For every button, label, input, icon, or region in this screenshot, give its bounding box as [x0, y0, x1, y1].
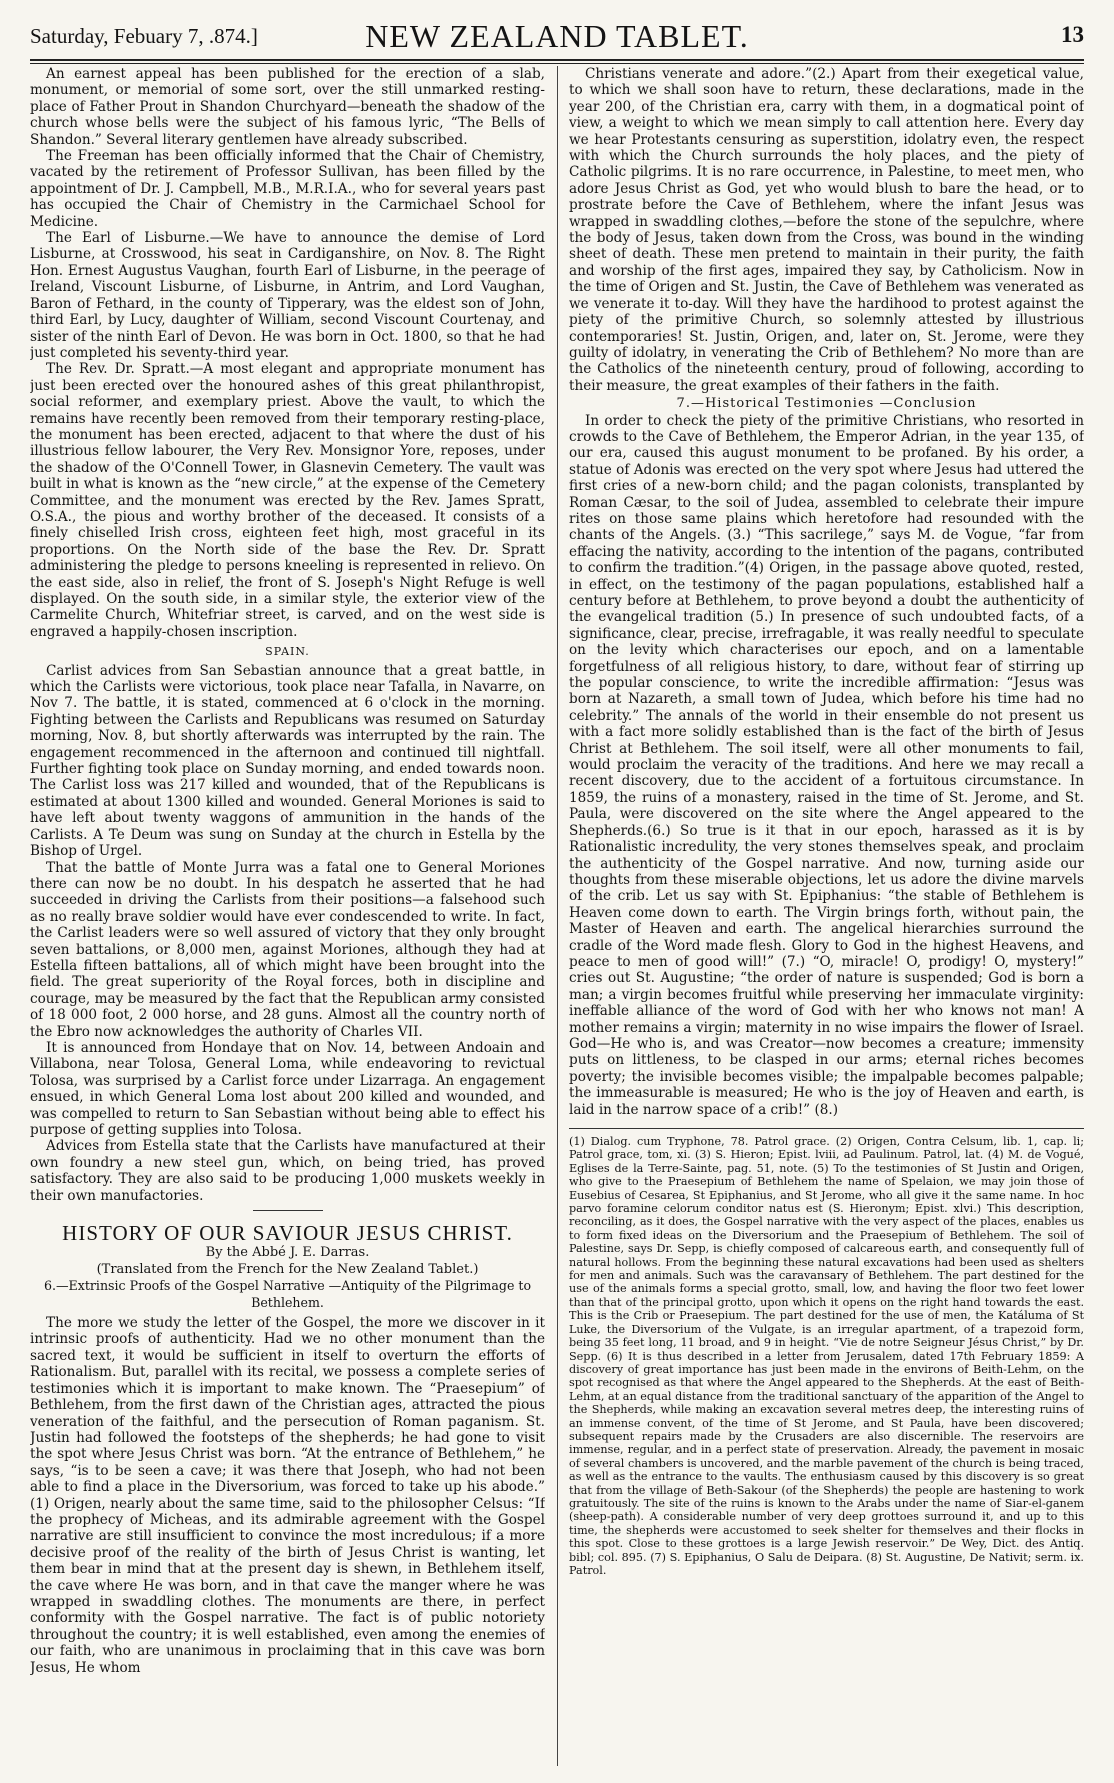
history-byline: By the Abbé J. E. Darras.: [205, 1245, 370, 1261]
newspaper-title: NEW ZEALAND TABLET.: [365, 18, 749, 54]
historical-testimonies-heading: 7.—Historical Testimonies —Conclusion: [676, 396, 977, 412]
section-spain-heading: SPAIN.: [265, 645, 310, 659]
history-translated-note: (Translated from the French for the New Zealand Tablet.): [96, 1261, 479, 1277]
masthead: [30, 18, 1084, 58]
footnotes: [569, 1135, 1084, 1577]
masthead-rule-thin: [30, 63, 1084, 64]
historical-testimonies-paragraph: In order to check the piety of the primitive Christians, who resorted in crowds to the Cave of Bethlehem, the Emperor Adrian, in the year 135, of our era, caused this august monument to be profaned. By his order, a statue of Adonis was erected on the very spot where Jesus had uttered the first cries of a new-born child; and the pagan colonists, transplanted by Roman Cæsar, to the soil of Judea, assembled to celebrate their impure rites on those same plains which heretofore had resounded with the chants of the Angels. (3.) “This sacrilege,” says M. de Vogue, “far from effacing the nativity, according to the intention of the pagans, contributed to confirm the tradition.”(4) Origen, in the passage above quoted, rested, in effect, on the testimony of the pagan populations, established half a century before at Bethlehem, to prove beyond a doubt the authenticity of the evangelical tradition (5.) In presence of such undoubted facts, of a significance, clear, precise, irrefragable, it was really needful to speculate on the levity which characterises our epoch, and on a lamentable forgetfulness of all religious history, to dare, without fear of stirring up the popular conscience, to write the incredible affirmation: “Jesus was born at Nazareth, a small town of Judea, which before his time had no celebrity.” The annals of the world in their ensemble do not present us with a fact more solidly established than is the fact of the birth of Jesus Christ at Bethlehem. The soil itself, were all other monuments to fail, would proclaim the veracity of the traditions. And here we may recall a recent discovery, due to the accident of a fortuitous circumstance. In 1859, the ruins of a monastery, raised in the time of St. Jerome, and St. Paula, were discovered on the site where the Angel appeared to the Shepherds.(6.) So true is it that in our epoch, harassed as it is by Rationalistic incredulity, the very stones themselves speak, and proclaim the authenticity of the Gospel narrative. And now, turning aside our thoughts from these miserable objections, let us adore the divine marvels of the crib. Let us say with St. Epiphanius: “the stable of Bethlehem is Heaven come down to earth. The Virgin brings forth, without pain, the Master of Heaven and earth. The angelical hierarchies surround the cradle of the Word made flesh. Glory to God in the highest Heavens, and peace to men of good will!” (7.) “O, miracle! O, prodigy! O, mystery!” cries out St. Augustine; “the order of nature is suspended; God is born a man; a virgin becomes fruitful while preserving her immaculate virginity: ineffable alliance of the word of God with her who knows not man! A mother remains a virgin; maternity in no wise impairs the flower of Israel. God—He who is, and was Creator—now becomes a creature; immensity puts on littleness, to be clasped in our arms; eternal riches becomes poverty; the invisible becomes visible; the impalpable becomes palpable; the immeasurable is measured; He who is the joy of Heaven and earth, is laid in the narrow space of a crib!” (8.): [569, 412, 1084, 1118]
section-divider: [253, 1210, 323, 1211]
spain-paragraph: Carlist advices from San Sebastian announce that a great battle, in which the Carlists were victorious, took place near Tafalla, in Navarre, on Nov 7. The battle, it is stated, commenced at 6 o'clock in the morning. Fighting between the Carlists and Republicans was resumed on Saturday morning, Nov. 8, but shortly afterwards was interrupted by the rain. The engagement recommenced in the afternoon and continued till nightfall. Further fighting took place on Sunday morning, and ended towards noon. The Carlist loss was 217 killed and wounded, that of the Republicans is estimated at about 1300 killed and wounded. General Moriones is said to have left about twenty waggons of ammunition in the hands of the Carlists. A Te Deum was sung on Sunday at the church in Estella by the Bishop of Urgel.: [30, 662, 545, 860]
history-paragraph: The more we study the letter of the Gospel, the more we discover in it intrinsic proofs of authenticity. Had we no other monument than the sacred text, it would be sufficient in itself to overturn the efforts of Rationalism. But, parallel with its recital, we possess a complete series of testimonies which it is important to make known. The “Praesepium” of Bethlehem, from the first dawn of the Christian ages, attracted the pious veneration of the faithful, and the persecution of Roman paganism. St. Justin had followed the footsteps of the shepherds; he had gone to visit the spot where Jesus Christ was born. “At the entrance of Bethlehem,” he says, “is to be seen a cave; it was there that Joseph, who had not been able to find a place in the Diversorium, was forced to take up his abode.” (1) Origen, nearly about the same time, said to the philosopher Celsus: “If the prophecy of Micheas, and its admirable agreement with the Gospel narrative are still insufficient to convince the most incredulous; if a more decisive proof of the reality of the birth of Jesus Christ is wanting, let them bear in mind that at the present day is shewn, in Bethlehem itself, the cave where He was born, and in that cave the manger where he was wrapped in swaddling clothes. The monuments are there, in perfect conformity with the Gospel narrative. The fact is of public notoriety throughout the country; it is well established, even among the enemies of our faith, who are unanimous in proclaiming that in this cave was born Jesus, He whom: [30, 1315, 545, 1676]
left-column: [30, 66, 545, 1771]
spain-paragraph: Advices from Estella state that the Carlists have manufactured at their own foundry a new steel gun, which, on being tried, has proved satisfactory. They are also said to be producing 1,000 muskets weekly in their own manufactories.: [30, 1138, 545, 1204]
footnote-text: (1) Dialog. cum Tryphone, 78. Patrol grace. (2) Origen, Contra Celsum, lib. 1, cap. li; Patrol grace, tom, xi. (3) S. Hieron; Epist. lviii, ad Paulinum. Patrol, lat. (4) M. de Vogué, Eglises de la Terre-Sainte, pag. 51, note. (5) To the testimonies of St Justin and Origen, who give to the Praesepium of Bethlehem the name of Spelaion, we may join those of Eusebius of Cesarea, St Epiphanius, and St Jerome, who all give it the same name. In hoc parvo foramine celorum conditor natus est (S. Hieronym; Epist. xlvi.) This description, reconciling, as it does, the Gospel narrative with the very aspect of the places, enables us to form fixed ideas on the Diversorium and the Praesepium of Bethlehem. The soil of Palestine, says Dr. Sepp, is chiefly composed of calcareous earth, and consequently full of natural hollows. From the beginning these natural excavations had been used as shelters for men and animals. Such was the caravansary of Bethlehem. The part destined for the use of the animals forms a special grotto, small, low, and having the floor two feet lower than that of the principal grotto, upon which it opens on the right hand towards the east. This is the Crib or Praesepium. The part destined for the use of men, the Katáluma of St Luke, the Diversorium of the Vulgate, is an irregular apartment, of a trapezoid form, being 35 feet long, 11 broad, and 9 in height. “Vie de notre Seigneur Jésus Christ,” by Dr. Sepp. (6) It is thus described in a letter from Jerusalem, dated 17th February 1859: A discovery of great importance has just been made in the environs of Beith-Lehm, on the spot recognised as that where the Angel appeared to the Shepherds. At the east of Beith-Lehm, at an equal distance from the traditional sanctuary of the apparition of the Angel to the Shepherds, while making an excavation several metres deep, the interesting ruins of an immense convent, of the time of St Jerome, and St Paula, have been discovered; subsequent repairs made by the Crusaders are also discernible. The reservoirs are immense, regular, and in a perfect state of preservation. Already, the pavement in mosaic of several chambers is uncovered, and the marble pavement of the church is being traced, as well as the entrance to the vaults. The enthusiasm caused by this discovery is so great that from the village of Beth-Sakour (of the Shepherds) the people are hastening to work gratuitously. The site of the ruins is known to the Arabs under the name of Siar-el-ganem (sheep-path). A considerable number of very deep grottoes surround it, and up to this time, the shepherds were accustomed to seek shelter for themselves and their flocks in this spot. Close to these grottoes is a large Jewish reservoir.” De Wey, Dict. des Antiq. bibl; col. 895. (7) S. Epiphanius, O Salu de Deipara. (8) St. Augustine, De Nativit; serm. ix. Patrol.: [569, 1135, 1084, 1577]
column-divider: [557, 66, 558, 1766]
history-chapter-heading: 6.—Extrinsic Proofs of the Gospel Narrative —Antiquity of the Pilgrimage to Bethlehem.: [43, 1278, 532, 1310]
spain-paragraph: It is announced from Hondaye that on Nov. 14, between Andoain and Villabona, near Tolosa, General Loma, while endeavoring to revictual Tolosa, was surprised by a Carlist force under Lizarraga. An engagement ensued, in which General Loma lost about 200 killed and wounded, and was compelled to return to San Sebastian without being able to effect his purpose of getting supplies into Tolosa.: [30, 1039, 545, 1138]
history-continued-paragraph: Christians venerate and adore.”(2.) Apart from their exegetical value, to which we shall soon have to return, these declarations, made in the year 200, of the Christian era, carry with them, in a dogmatical point of view, a weight to which we mean simply to call attention here. Every day we hear Protestants censuring as superstition, idolatry even, the respect with which the Church surrounds the holy places, and the piety of Catholic pilgrims. It is no rare occurrence, in Palestine, to meet men, who adore Jesus Christ as God, yet who would blush to bare the head, or to prostrate before the Cave of Bethlehem, where the infant Jesus was wrapped in swaddling clothes,—before the stone of the sepulchre, where the body of Jesus, taken down from the Cross, was bound in the winding sheet of death. These men pretend to maintain in their purity, the faith and worship of the first ages, impaired they say, by Catholicism. Now in the time of Origen and St. Justin, the Cave of Bethlehem was venerated as we venerate it to-day. Will they have the hardihood to protest against the piety of the primitive Church, so solemnly attested by illustrious contemporaries! St. Justin, Origen, and, later on, St. Jerome, were they guilty of idolatry, in venerating the Crib of Bethlehem? No more than are the Catholics of the nineteenth century, proud of following, according to their measure, the great examples of their fathers in the faith.: [569, 66, 1084, 394]
spain-paragraph: That the battle of Monte Jurra was a fatal one to General Moriones there can now be no doubt. In his despatch he asserted that he had succeeded in driving the Carlists from their positions—a falsehood such as no really brave soldier would have ever condescended to write. In fact, the Carlist leaders were so well assured of victory that they only brought seven battalions, or 8,000 men, against Moriones, although they had at Estella fifteen battalions, all of which might have been brought into the field. The great superiority of the Royal forces, both in discipline and courage, may be measured by the fact that the Republican army consisted of 18 000 foot, 2 000 horse, and 28 guns. Almost all the country north of the Ebro now acknowledges the authority of Charles VII.: [30, 859, 545, 1040]
history-title: HISTORY OF OUR SAVIOUR JESUS CHRIST.: [62, 1221, 513, 1246]
article-rev-dr-spratt: The Rev. Dr. Spratt.—A most elegant and appropriate monument has just been erected over the honoured ashes of this great philanthropist, social reformer, and exemplary priest. Above the vault, to which the remains have recently been removed from their temporary resting-place, the monument has been erected, adjacent to that where the dust of his illustrious fellow labourer, the Very Rev. Monsignor Yore, reposes, under the shadow of the O'Connell Tower, in Glasnevin Cemetery. The vault was built in what is known as the “new circle,” at the expense of the Cemetery Committee, and the monument was erected by the Rev. James Spratt, O.S.A., the pious and worthy brother of the deceased. It consists of a finely chiselled Irish cross, eighteen feet high, most graceful in its proportions. On the North side of the base the Rev. Dr. Spratt administering the pledge to persons kneeling is represented in relievo. On the east side, also in relief, the front of S. Joseph's Night Refuge is well displayed. On the south side, in a similar style, the exterior view of the Carmelite Church, Whitefriar street, is carved, and on the west side is engraved a happily-chosen inscription.: [30, 361, 545, 640]
page-number: 13: [1061, 22, 1084, 47]
issue-date: Saturday, Febuary 7, .874.]: [30, 24, 258, 48]
masthead-rule: [30, 59, 1084, 61]
footnotes-rule: [569, 1128, 1084, 1129]
article-father-prout: An earnest appeal has been published for the erection of a slab, monument, or memorial of some sort, over the still unmarked resting-place of Father Prout in Shandon Churchyard—beneath the shadow of the church whose bells were the subject of his famous lyric, “The Bells of Shandon.” Several literary gentlemen have already subscribed.: [30, 66, 545, 148]
article-chair-of-chemistry: The Freeman has been officially informed that the Chair of Chemistry, vacated by the retirement of Professor Sullivan, has been filled by the appointment of Dr. J. Campbell, M.B., M.R.I.A., who for several years past has occupied the Chair of Chemistry in the Carmichael School for Medicine.: [30, 148, 545, 230]
right-column: [569, 66, 1084, 1771]
article-earl-of-lisburne: The Earl of Lisburne.—We have to announce the demise of Lord Lisburne, at Crosswood, his seat in Cardiganshire, on Nov. 8. The Right Hon. Ernest Augustus Vaughan, fourth Earl of Lisburne, in the peerage of Ireland, Viscount Lisburne, of Lisburne, in Antrim, and Lord Vaughan, Baron of Fethard, in the county of Tipperary, was the eldest son of John, third Earl, by Lucy, daughter of William, second Viscount Courtenay, and sister of the ninth Earl of Devon. He was born in Oct. 1800, so that he had just completed his seventy-third year.: [30, 230, 545, 361]
